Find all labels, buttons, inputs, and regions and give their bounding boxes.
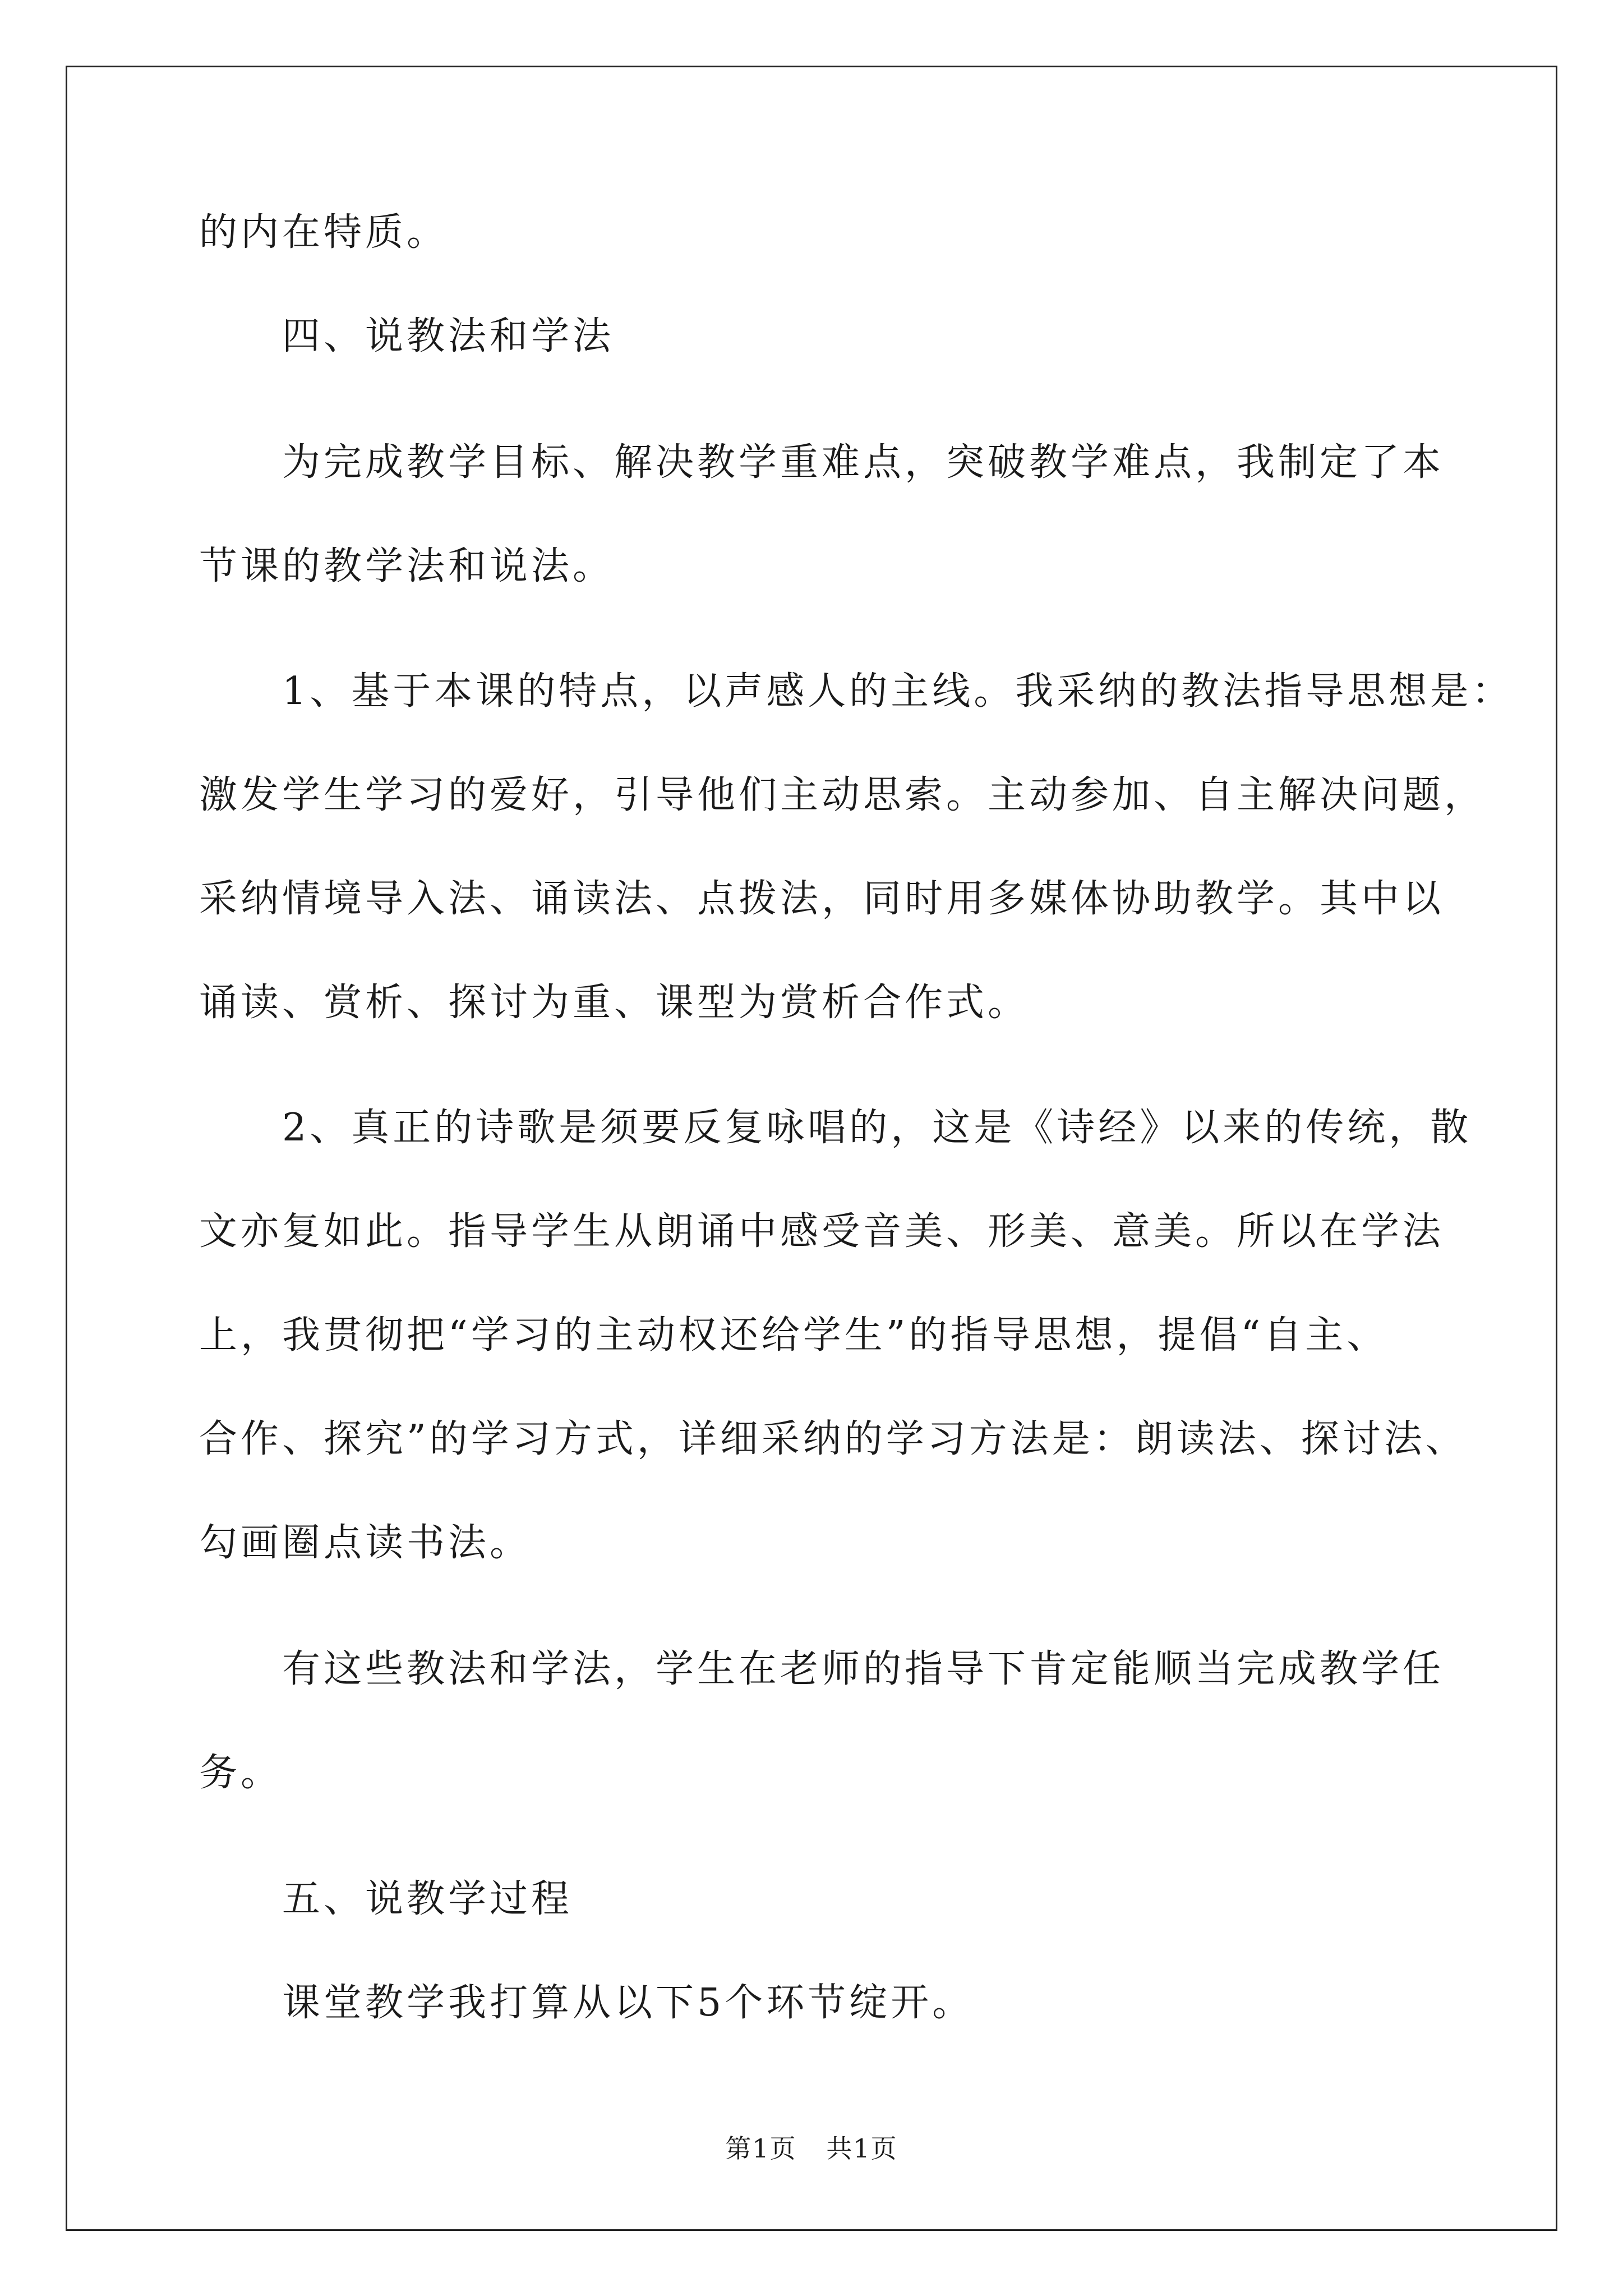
section-heading: 五、说教学过程 <box>199 1877 573 1921</box>
text-line: 文亦复如此。指导学生从朗诵中感受音美、形美、意美。所以在学法 <box>199 1209 1445 1254</box>
page-total: 共1页 <box>826 2133 898 2164</box>
text-line: 1、基于本课的特点，以声感人的主线。我采纳的教法指导思想是： <box>199 669 1514 714</box>
page-footer <box>0 2132 1623 2165</box>
section-heading: 四、说教法和学法 <box>199 314 615 358</box>
text-line: 课堂教学我打算从以下5个环节绽开。 <box>199 1981 974 2025</box>
text-line: 为完成教学目标、解决教学重难点，突破教学难点，我制定了本 <box>199 440 1445 485</box>
text-line: 合作、探究”的学习方式，详细采纳的学习方法是：朗读法、探讨法、 <box>199 1417 1467 1461</box>
text-line: 上，我贯彻把“学习的主动权还给学生”的指导思想，提倡“自主、 <box>199 1313 1389 1358</box>
text-line: 务。 <box>199 1751 283 1795</box>
text-line: 采纳情境导入法、诵读法、点拨法，同时用多媒体协助教学。其中以 <box>199 877 1445 921</box>
text-line: 的内在特质。 <box>199 210 449 255</box>
text-line: 勾画圈点读书法。 <box>199 1521 532 1565</box>
text-line: 2、真正的诗歌是须要反复咏唱的，这是《诗经》以来的传统，散 <box>199 1106 1472 1150</box>
text-line: 诵读、赏析、探讨为重、课型为赏析合作式。 <box>199 981 1030 1025</box>
text-line: 节课的教学法和说法。 <box>199 544 615 588</box>
text-line: 有这些教法和学法，学生在老师的指导下肯定能顺当完成教学任 <box>199 1647 1445 1691</box>
text-line: 激发学生学习的爱好，引导他们主动思索。主动参加、自主解决问题， <box>199 773 1486 817</box>
page-number: 第1页 <box>725 2133 797 2164</box>
